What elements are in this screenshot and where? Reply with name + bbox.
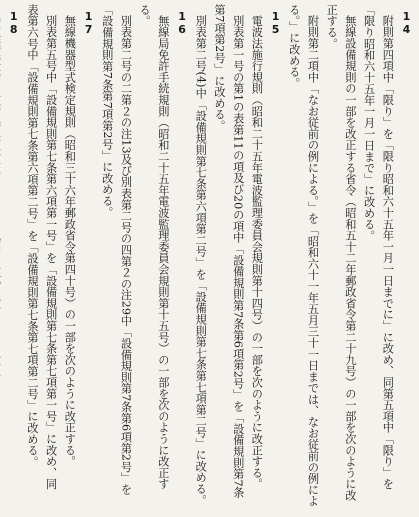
text-line (0, 4, 4, 462)
text-line: 「設備規則第7条第7項第2号」に改める。 (100, 4, 114, 218)
text-line: 附則第四項中「限り」を「限り昭和六十五年一月一日までに」に改め、同第五項中「限り」を (381, 15, 395, 490)
text-line: 無線機器型式検定規則（昭和三十六年郵政省令第四十号）の一部を次のように改正する。 (63, 15, 77, 467)
text-line: る。 (138, 4, 152, 27)
text-line: 別表第五号中「設備規則第七条第六項第一号」を「設備規則第七条第七項第一号」に改め、同 (44, 15, 58, 490)
vertical-text-body (2, 4, 415, 507)
text-line: 「限り昭和六十五年一月一日まで」に改める。 (362, 4, 376, 242)
text-line: 別表第一号の第1の表第11の項及び20の項中「設備規則第7条第6項第2号」を「設備規則第7条 (231, 15, 245, 499)
section-number: 17 (82, 10, 96, 37)
section-14 (284, 4, 415, 507)
section-number: 18 (7, 10, 21, 37)
text-line: 正する。 (325, 4, 339, 50)
text-line: 無線局免許手続規則（昭和二十五年電波監理委員会規則第十五号）の一部を次のように改正す (156, 15, 170, 490)
section-number: 14 (400, 10, 413, 37)
text-line: 別表第二号の二第２の注13及び別表第二号の四第２の注29中「設備規則第7条第6項第2号」を (119, 15, 133, 495)
text-line: 無線設備規則の一部を改正する省令（昭和五十二年郵政省令第二十九号）の一部を次のように改 (343, 15, 357, 501)
text-line: 表第六号中「設備規則第七条第六項第二号」を「設備規則第七条第七項第二号」に改める。 (25, 4, 39, 468)
section-number: 15 (269, 10, 283, 37)
section-16 (97, 4, 191, 495)
section-15 (191, 4, 285, 506)
text-line: る。」に改める。 (287, 4, 301, 89)
section-18 (0, 4, 22, 462)
text-line: 電波法施行規則（昭和二十五年電波監理委員会規則第十四号）の一部を次のように改正する。 (250, 15, 264, 490)
text-line: 別表第二号(4)中「設備規則第七条第六項第二号」を「設備規則第七条第七項第二号」に改める。 (194, 15, 208, 506)
text-line: 第7項第2号」に改める。 (212, 4, 226, 132)
section-17 (22, 4, 97, 490)
text-line: 附則第二項中「なお従前の例による。」を「昭和六十一年五月三十一日までは、なお従前の例によ (306, 15, 320, 507)
section-number: 16 (175, 10, 189, 37)
